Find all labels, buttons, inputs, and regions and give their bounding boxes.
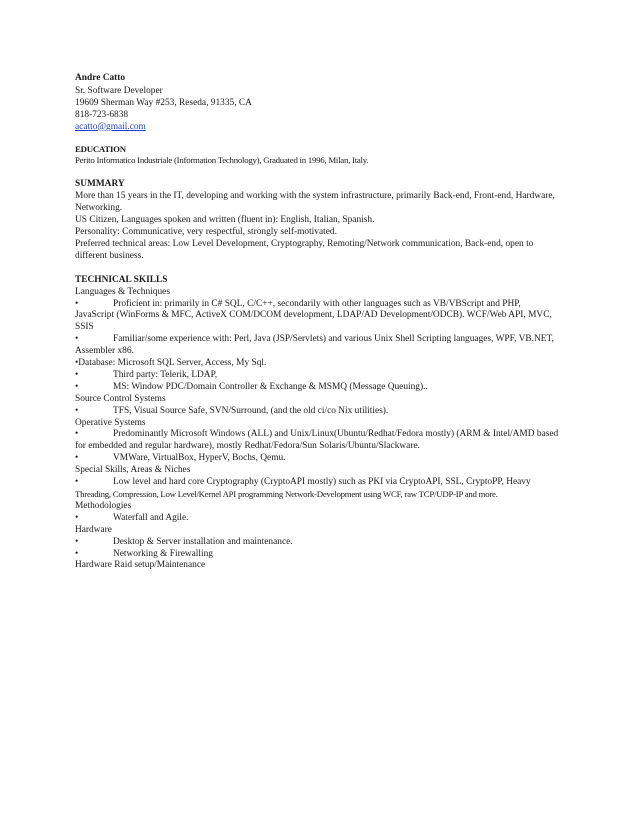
job-title: Sr. Software Developer xyxy=(75,85,163,96)
list-item-text: MS: Window PDC/Domain Controller & Exchange & MSMQ (Message Queuing).. xyxy=(113,381,428,392)
resume-document xyxy=(75,73,565,572)
list-item-text: Familiar/some experience with: Perl, Java (JSP/Servlets) and various Unix Shell Scripting languages, WPF, VB.NET, xyxy=(113,334,554,345)
email-link[interactable]: acatto@gmail.com xyxy=(75,121,146,132)
skills-heading: TECHNICAL SKILLS xyxy=(75,274,168,285)
education-text: Perito Informatico Industriale (Information Technology), Graduated in 1996, Milan, Italy. xyxy=(75,155,369,166)
bullet-marker: • xyxy=(75,512,79,523)
list-item-continuation: Assembler x86. xyxy=(75,346,134,357)
bullet-marker: • xyxy=(75,477,79,488)
source-control-heading: Source Control Systems xyxy=(75,393,166,404)
list-item-text: Proficient in: primarily in C# SQL, C/C++, secondarily with other languages such as VB/VBScript and PHP, xyxy=(113,298,521,309)
summary-section xyxy=(75,179,565,262)
summary-line: Networking. xyxy=(75,203,123,214)
address: 19609 Sherman Way #253, Reseda, 91335, CA xyxy=(75,97,252,108)
operative-systems-heading: Operative Systems xyxy=(75,417,146,428)
list-item-text: TFS, Visual Source Safe, SVN/Surround, (and the old ci/co Nix utilities). xyxy=(113,405,389,416)
hardware-raid-line: Hardware Raid setup/Maintenance xyxy=(75,560,206,571)
candidate-name: Andre Catto xyxy=(75,73,126,83)
list-item xyxy=(75,537,565,549)
methodologies-heading: Methodologies xyxy=(75,500,132,511)
list-item xyxy=(75,334,565,346)
bullet-marker: • xyxy=(75,453,79,464)
list-item xyxy=(75,549,565,561)
bullet-marker: • xyxy=(75,298,79,309)
database-line: •Database: Microsoft SQL Server, Access, My Sql. xyxy=(75,358,267,369)
list-item-text: Predominantly Microsoft Windows (ALL) and Unix/Linux(Ubuntu/Redhat/Fedora mostly) (ARM & Intel/AMD based xyxy=(113,429,559,440)
bullet-marker: • xyxy=(75,405,79,416)
bullet-marker: • xyxy=(75,536,79,547)
bullet-marker: • xyxy=(75,548,79,559)
list-item-text: Third party: Telerik, LDAP, xyxy=(113,369,218,380)
list-item-continuation: for embedded and regular hardware), mostly Redhat/Fedora/Sun Solaris/Ubuntu/Slackware. xyxy=(75,441,420,452)
list-item-text: VMWare, VirtualBox, HyperV, Bochs, Qemu. xyxy=(113,453,286,464)
list-item xyxy=(75,453,565,465)
list-item xyxy=(75,513,565,525)
list-item-continuation: Threading, Compression, Low Level/Kernel API programming Network-Development using WCF, raw TCP/UDP-IP and more. xyxy=(75,489,498,499)
summary-line: US Citizen, Languages spoken and written (fluent in): English, Italian, Spanish. xyxy=(75,215,375,226)
bullet-marker: • xyxy=(75,334,79,345)
hardware-heading: Hardware xyxy=(75,524,112,535)
skills-section xyxy=(75,275,565,573)
bullet-marker: • xyxy=(75,369,79,380)
summary-line: different business. xyxy=(75,250,144,261)
list-item-text: Low level and hard core Cryptography (CryptoAPI mostly) such as PKI via CryptoAPI, SSL, CryptoPP, Heavy xyxy=(113,477,531,488)
list-item-text: Waterfall and Agile. xyxy=(113,512,189,523)
list-item xyxy=(75,299,565,311)
list-item-continuation: JavaScript (WinForms & MFC, ActiveX COM/DCOM development, LDAP/AD Development/ODCB). WCF/Web API, MVC, xyxy=(75,310,552,321)
languages-heading: Languages & Techniques xyxy=(75,286,170,297)
list-item xyxy=(75,406,565,418)
list-item xyxy=(75,477,565,489)
summary-heading: SUMMARY xyxy=(75,179,125,190)
summary-line: Preferred technical areas: Low Level Development, Cryptography, Remoting/Network communication, Back-end, open to xyxy=(75,238,534,249)
bullet-marker: • xyxy=(75,429,79,440)
phone: 818-723-6838 xyxy=(75,109,129,120)
list-item xyxy=(75,370,565,382)
special-skills-heading: Special Skills, Areas & Niches xyxy=(75,465,191,476)
list-item-continuation: SSIS xyxy=(75,322,94,333)
list-item xyxy=(75,429,565,441)
education-section xyxy=(75,144,565,168)
list-item xyxy=(75,382,565,394)
bullet-marker: • xyxy=(75,381,79,392)
summary-line: More than 15 years in the IT, developing and working with the system infrastructure, primarily Back-end, Front-end, Hardware, xyxy=(75,191,555,202)
list-item-text: Networking & Firewalling xyxy=(113,548,213,559)
education-heading: EDUCATION xyxy=(75,143,126,154)
list-item-text: Desktop & Server installation and maintenance. xyxy=(113,536,293,547)
header-block xyxy=(75,73,565,134)
summary-line: Personality: Communicative, very respectful, strongly self-motivated. xyxy=(75,226,337,237)
